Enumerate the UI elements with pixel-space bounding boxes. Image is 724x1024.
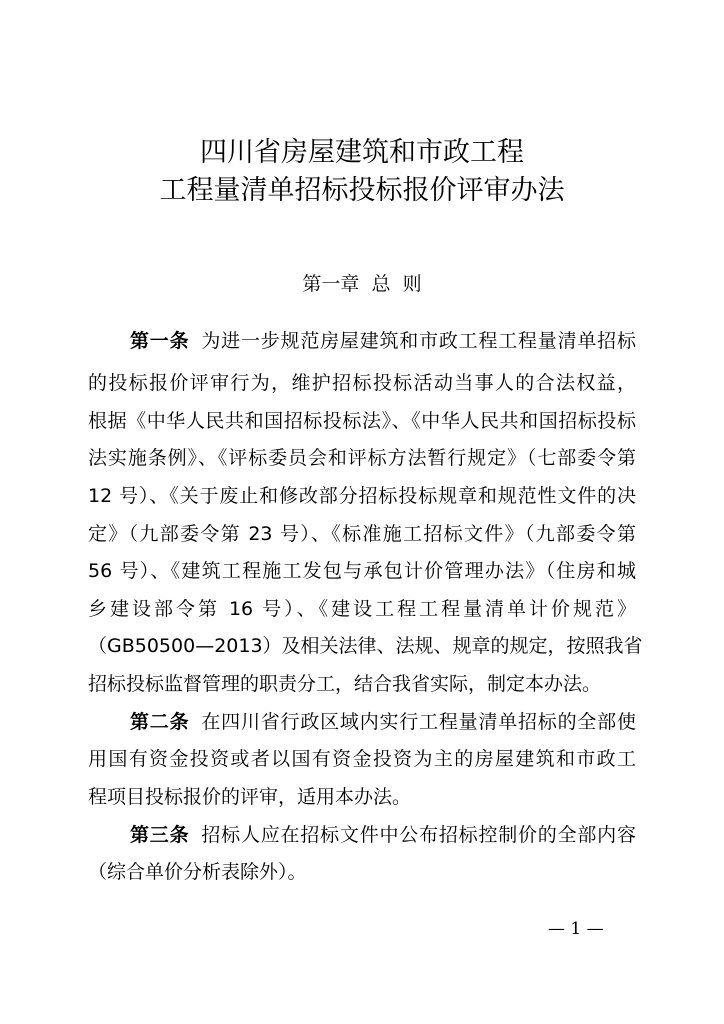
article-1-line-8: 乡建设部令第 16 号）、《建设工程工程量清单计价规范》	[88, 598, 636, 620]
article-3-heading: 第三条	[130, 824, 190, 846]
document-title-line-2: 工程量清单招标投标报价评审办法	[159, 175, 565, 206]
chapter-heading: 第一章 总 则	[302, 273, 422, 295]
article-1-line-5: 12 号）、《关于废止和修改部分招标投标规章和规范性文件的决	[88, 485, 636, 507]
article-1-line-1: 第一条 为进一步规范房屋建筑和市政工程工程量清单招标	[130, 330, 636, 352]
page-number: — 1 —	[548, 919, 604, 939]
article-1-heading: 第一条	[130, 330, 190, 352]
article-3-line-2: （综合单价分析表除外）。	[88, 861, 307, 883]
article-2-line-2: 用国有资金投资或者以国有资金投资为主的房屋建筑和市政工	[88, 748, 636, 770]
article-1-line-3: 根据《中华人民共和国招标投标法》、《中华人民共和国招标投标	[88, 410, 636, 432]
article-3-line-1: 第三条 招标人应在招标文件中公布招标控制价的全部内容	[130, 824, 636, 846]
document-title-line-1: 四川省房屋建筑和市政工程	[200, 137, 524, 168]
article-1-line-4: 法实施条例》、《评标委员会和评标方法暂行规定》（七部委令第	[88, 447, 636, 469]
article-2-heading: 第二条	[130, 711, 190, 733]
article-1-line-6: 定》（九部委令第 23 号）、《标准施工招标文件》（九部委令第	[88, 523, 636, 545]
article-1-line-9: （GB50500—2013）及相关法律、法规、规章的规定，按照我省	[88, 635, 643, 657]
article-2-line-3: 程项目投标报价的评审，适用本办法。	[88, 786, 412, 808]
article-1-line-2: 的投标报价评审行为，维护招标投标活动当事人的合法权益，	[88, 372, 636, 394]
article-1-line-7: 56 号）、《建筑工程施工发包与承包计价管理办法》（住房和城	[88, 560, 636, 582]
article-2-line-1: 第二条 在四川省行政区域内实行工程量清单招标的全部使	[130, 711, 636, 733]
article-1-line-10: 招标投标监督管理的职责分工，结合我省实际，制定本办法。	[88, 673, 602, 695]
